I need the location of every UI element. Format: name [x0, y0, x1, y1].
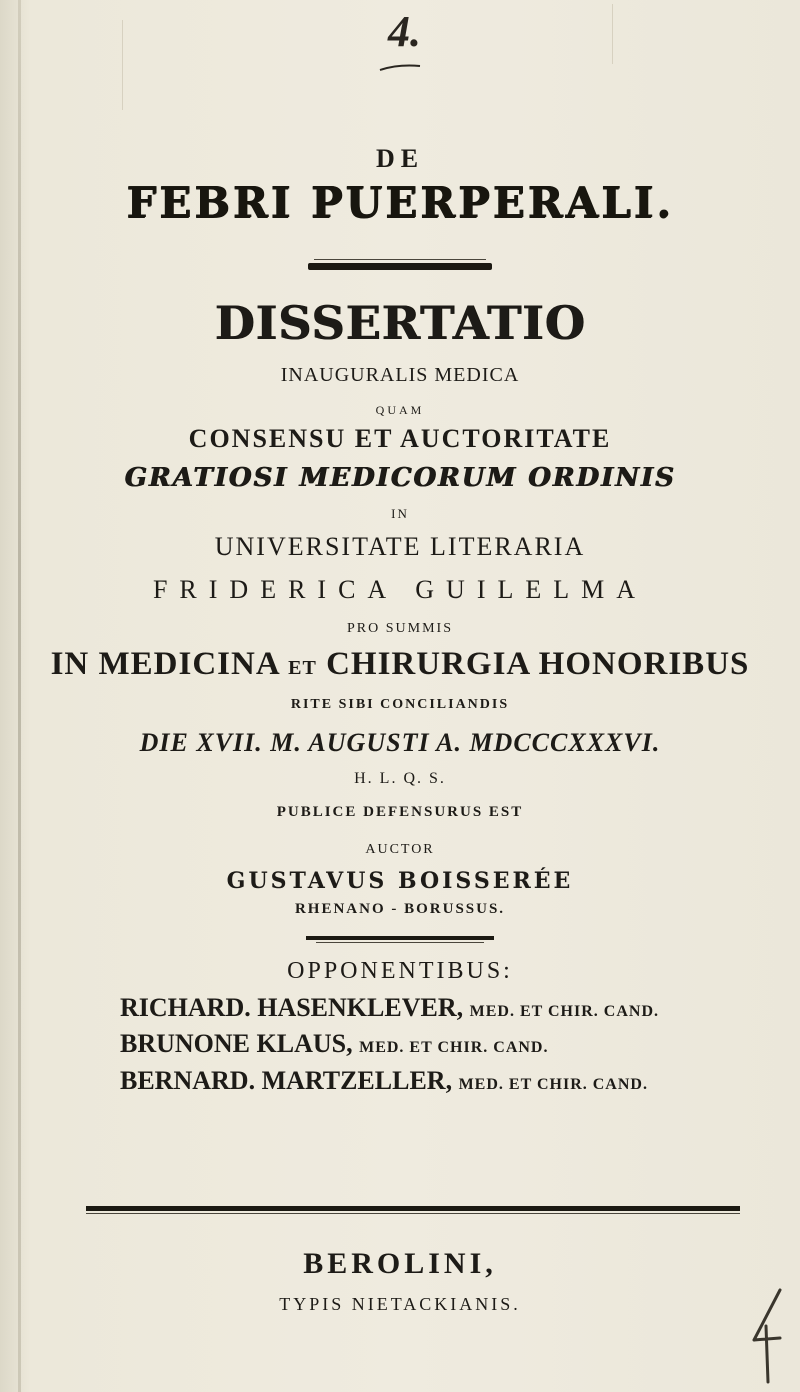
honors-rest: CHIRURGIA HONORIBUS: [326, 646, 750, 682]
faculty-line: GRATIOSI MEDICORUM ORDINIS: [124, 463, 676, 493]
pencil-mark: [740, 1286, 790, 1386]
honors-et: ET: [288, 657, 317, 679]
honors-main: IN MEDICINA: [50, 646, 279, 682]
opponent-name: RICHARD. HASENKLEVER,: [120, 993, 464, 1022]
publice-line: PUBLICE DEFENSURUS EST: [276, 804, 524, 820]
shelf-mark-flourish: [378, 62, 422, 72]
opponent-line: [120, 1029, 548, 1059]
opponent-role: MED. ET CHIR. CAND.: [469, 1003, 659, 1020]
author-rule: [306, 936, 494, 940]
imprint-city: BEROLINI,: [303, 1247, 497, 1280]
author-rule-thin: [316, 942, 484, 943]
opponent-role: MED. ET CHIR. CAND.: [458, 1076, 648, 1093]
opponent-name: BRUNONE KLAUS,: [120, 1029, 353, 1058]
dissertation-label: DISSERTATIO: [214, 296, 586, 350]
opponent-line: [120, 993, 659, 1023]
paper-mark: [612, 4, 613, 64]
title-rule-thin: [314, 259, 486, 260]
honors-line: [0, 646, 800, 683]
university-name: FRIDERICA GUILELMA: [152, 575, 648, 604]
in-line: IN: [391, 506, 409, 521]
author-origin: RHENANO - BORUSSUS.: [294, 901, 506, 917]
hlqs-line: H. L. Q. S.: [354, 770, 446, 787]
pre-title: DE: [375, 144, 425, 173]
opponent-role: MED. ET CHIR. CAND.: [359, 1039, 549, 1056]
pro-summis-line: PRO SUMMIS: [347, 621, 453, 636]
opponent-name: BERNARD. MARTZELLER,: [120, 1066, 453, 1095]
university-line: UNIVERSITATE LITERARIA: [214, 532, 586, 561]
opponents-heading: OPPONENTIBUS:: [287, 958, 513, 984]
auctor-label: AUCTOR: [365, 842, 435, 857]
shelf-mark: 4.: [388, 7, 421, 56]
opponent-line: [120, 1066, 648, 1096]
quam-line: QUAM: [375, 403, 425, 417]
subtitle: INAUGURALIS MEDICA: [280, 364, 520, 386]
author-name: GUSTAVUS BOISSERÉE: [226, 868, 574, 894]
imprint-printer: TYPIS NIETACKIANIS.: [279, 1294, 521, 1314]
imprint-rule: [86, 1206, 740, 1211]
title-rule: [308, 263, 492, 270]
consent-line: CONSENSU ET AUCTORITATE: [188, 424, 612, 453]
rite-line: RITE SIBI CONCILIANDIS: [290, 697, 510, 712]
date-line: DIE XVII. M. AUGUSTI A. MDCCCXXXVI.: [139, 728, 661, 757]
imprint-rule-thin: [86, 1213, 740, 1214]
paper-mark: [122, 20, 123, 110]
page-title: FEBRI PUERPERALI.: [126, 178, 674, 227]
